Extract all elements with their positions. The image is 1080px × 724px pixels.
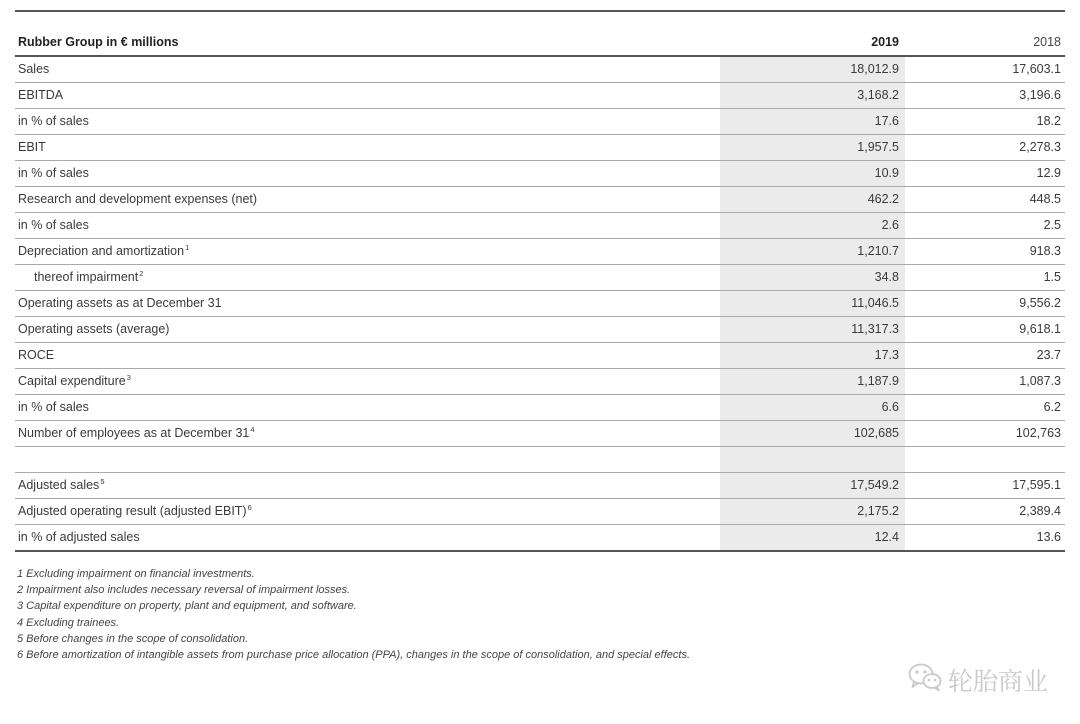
wechat-icon <box>908 662 948 698</box>
row-label <box>15 56 720 83</box>
row-label <box>15 213 720 239</box>
value-2018: 9,618.1 <box>905 317 1065 343</box>
row-label <box>15 317 720 343</box>
value-2018: 448.5 <box>905 187 1065 213</box>
value-2018: 1,087.3 <box>905 369 1065 395</box>
footnote-marker: 5 <box>100 477 105 486</box>
value-2018: 23.7 <box>905 343 1065 369</box>
footnote: 6 Before amortization of intangible assets from purchase price allocation (PPA), changes in the scope of consolidation, and special effects. <box>17 649 691 662</box>
value-2019: 1,957.5 <box>720 135 905 161</box>
table-row <box>15 291 1065 317</box>
footnote-marker: 4 <box>250 425 255 434</box>
value-2019: 18,012.9 <box>720 56 905 83</box>
footnote: 3 Capital expenditure on property, plant and equipment, and software. <box>17 600 357 613</box>
row-label-text: Sales <box>18 62 50 76</box>
value-2019: 17.6 <box>720 109 905 135</box>
row-label <box>15 525 720 552</box>
value-2019: 34.8 <box>720 265 905 291</box>
row-label <box>15 395 720 421</box>
footnote-marker: 1 <box>185 243 190 252</box>
row-label-text: in % of sales <box>18 400 89 414</box>
footnotes <box>17 566 690 663</box>
value-2019: 6.6 <box>720 395 905 421</box>
value-2019: 17,549.2 <box>720 473 905 499</box>
row-label-text: Operating assets as at December 31 <box>18 296 222 310</box>
footnote: 1 Excluding impairment on financial investments. <box>17 568 255 580</box>
row-label-text: Adjusted operating result (adjusted EBIT) <box>18 504 247 518</box>
value-2019: 462.2 <box>720 187 905 213</box>
footnote-marker: 6 <box>247 503 252 512</box>
value-2018: 1.5 <box>905 265 1065 291</box>
row-label <box>15 473 720 499</box>
value-2019: 1,210.7 <box>720 239 905 265</box>
table-row <box>15 525 1065 552</box>
footnote-marker: 3 <box>126 373 131 382</box>
row-label <box>15 265 720 291</box>
value-2018: 6.2 <box>905 395 1065 421</box>
row-label-text: in % of adjusted sales <box>18 530 140 544</box>
footnote: 4 Excluding trainees. <box>17 616 120 629</box>
footnote-marker: 2 <box>139 269 144 278</box>
value-2018: 2,278.3 <box>905 135 1065 161</box>
value-2018: 17,595.1 <box>905 473 1065 499</box>
value-2018: 2.5 <box>905 213 1065 239</box>
value-2018: 17,603.1 <box>905 56 1065 83</box>
header-year-2019: 2019 <box>720 12 905 56</box>
table-header-row <box>15 12 1065 56</box>
row-label-text: thereof impairment <box>34 270 139 284</box>
row-label <box>15 421 720 447</box>
value-2018: 9,556.2 <box>905 291 1065 317</box>
table-row <box>15 161 1065 187</box>
table-spacer-row <box>15 447 1065 473</box>
value-2018: 13.6 <box>905 525 1065 552</box>
value-2018: 18.2 <box>905 109 1065 135</box>
table-row <box>15 239 1065 265</box>
table-row <box>15 343 1065 369</box>
row-label <box>15 291 720 317</box>
header-year-2018: 2018 <box>905 12 1065 56</box>
row-label-text: ROCE <box>18 348 55 362</box>
table-row <box>15 369 1065 395</box>
footnote: 2 Impairment also includes necessary reversal of impairment losses. <box>17 584 351 597</box>
table-row <box>15 421 1065 447</box>
row-label-text: EBITDA <box>18 88 64 102</box>
table-row <box>15 187 1065 213</box>
value-2019: 11,317.3 <box>720 317 905 343</box>
rubber-group-kpi-table <box>15 12 1065 552</box>
value-2018: 12.9 <box>905 161 1065 187</box>
row-label <box>15 187 720 213</box>
value-2018: 918.3 <box>905 239 1065 265</box>
table-row <box>15 83 1065 109</box>
row-label <box>15 369 720 395</box>
value-2019: 2,175.2 <box>720 499 905 525</box>
value-2019: 3,168.2 <box>720 83 905 109</box>
table-row <box>15 317 1065 343</box>
row-label <box>15 161 720 187</box>
header-label: Rubber Group in € millions <box>15 12 720 56</box>
spacer-cell <box>905 447 1065 473</box>
value-2019: 12.4 <box>720 525 905 552</box>
table-row <box>15 395 1065 421</box>
value-2019: 2.6 <box>720 213 905 239</box>
table-row <box>15 135 1065 161</box>
table-row <box>15 499 1065 525</box>
table-row <box>15 473 1065 499</box>
row-label-text: Operating assets (average) <box>18 322 170 336</box>
row-label-text: Adjusted sales <box>18 478 100 492</box>
value-2019: 17.3 <box>720 343 905 369</box>
value-2019: 11,046.5 <box>720 291 905 317</box>
row-label-text: in % of sales <box>18 114 89 128</box>
row-label-text: Depreciation and amortization <box>18 244 185 258</box>
row-label-text: Number of employees as at December 31 <box>18 426 250 440</box>
table-row <box>15 265 1065 291</box>
row-label-text: in % of sales <box>18 218 89 232</box>
row-label-text: EBIT <box>18 140 46 154</box>
watermark-text: 轮胎商业 <box>947 667 1048 696</box>
row-label <box>15 499 720 525</box>
footnote: 5 Before changes in the scope of consolidation. <box>17 632 249 645</box>
table-row <box>15 56 1065 83</box>
spacer-cell <box>15 447 720 473</box>
value-2018: 2,389.4 <box>905 499 1065 525</box>
watermark <box>908 662 1048 698</box>
value-2019: 1,187.9 <box>720 369 905 395</box>
table-row <box>15 109 1065 135</box>
table-row <box>15 213 1065 239</box>
value-2019: 10.9 <box>720 161 905 187</box>
row-label-text: in % of sales <box>18 166 89 180</box>
row-label-text: Research and development expenses (net) <box>18 192 258 206</box>
value-2018: 102,763 <box>905 421 1065 447</box>
row-label <box>15 135 720 161</box>
row-label-text: Capital expenditure <box>18 374 126 388</box>
row-label <box>15 239 720 265</box>
kpi-table-container <box>15 10 1065 552</box>
spacer-cell <box>720 447 905 473</box>
row-label <box>15 83 720 109</box>
row-label <box>15 343 720 369</box>
value-2019: 102,685 <box>720 421 905 447</box>
value-2018: 3,196.6 <box>905 83 1065 109</box>
row-label <box>15 109 720 135</box>
